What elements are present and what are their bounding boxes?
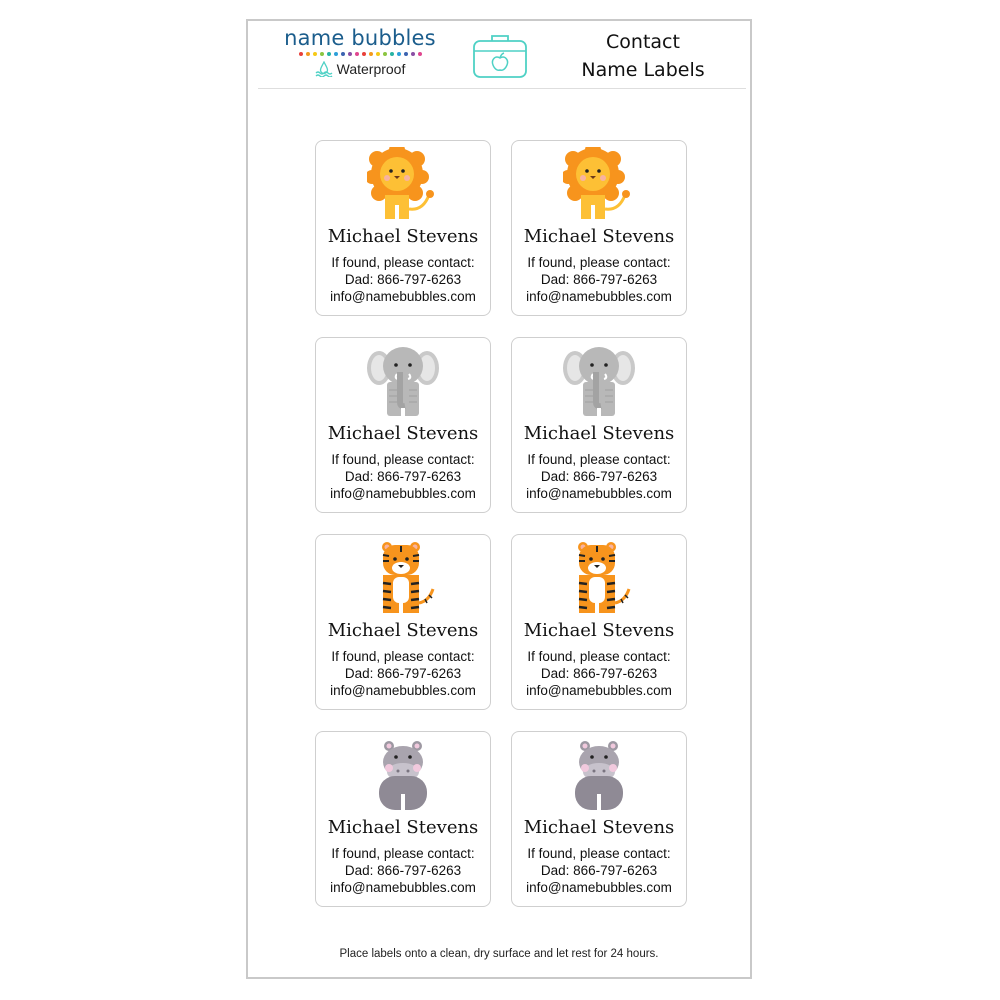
name-label bbox=[511, 337, 687, 513]
contact-prompt: If found, please contact: bbox=[527, 649, 671, 664]
animal-illustration bbox=[563, 738, 635, 812]
contact-phone: Dad: 866-797-6263 bbox=[540, 863, 658, 878]
brand-dot bbox=[411, 52, 415, 56]
animal-illustration bbox=[563, 344, 635, 418]
name-label bbox=[315, 534, 491, 710]
brand-dot bbox=[341, 52, 345, 56]
contact-phone: Dad: 866-797-6263 bbox=[540, 272, 658, 287]
name-label bbox=[511, 534, 687, 710]
brand-dots bbox=[282, 52, 438, 56]
title-line-1: Contact bbox=[606, 31, 680, 53]
elephant-icon bbox=[367, 344, 439, 418]
hippo-icon bbox=[563, 738, 635, 812]
name-label bbox=[511, 140, 687, 316]
contact-prompt: If found, please contact: bbox=[331, 846, 475, 861]
brand-dot bbox=[327, 52, 331, 56]
hippo-icon bbox=[367, 738, 439, 812]
contact-email: info@namebubbles.com bbox=[330, 289, 476, 304]
elephant-icon bbox=[563, 344, 635, 418]
brand-dot bbox=[376, 52, 380, 56]
brand-dot bbox=[383, 52, 387, 56]
brand-dot bbox=[320, 52, 324, 56]
animal-illustration bbox=[367, 541, 439, 615]
name-label bbox=[315, 337, 491, 513]
contact-email: info@namebubbles.com bbox=[526, 289, 672, 304]
brand-dot bbox=[390, 52, 394, 56]
brand-name: name bubbles bbox=[284, 26, 436, 50]
animal-illustration bbox=[367, 738, 439, 812]
waterproof-badge bbox=[282, 61, 438, 77]
child-name: Michael Stevens bbox=[327, 620, 479, 641]
sheet-title bbox=[568, 28, 718, 84]
animal-illustration bbox=[563, 147, 635, 221]
contact-phone: Dad: 866-797-6263 bbox=[344, 469, 462, 484]
child-name: Michael Stevens bbox=[327, 817, 479, 838]
brand-dot bbox=[355, 52, 359, 56]
brand-dot bbox=[299, 52, 303, 56]
child-name: Michael Stevens bbox=[523, 620, 675, 641]
label-grid bbox=[315, 140, 687, 907]
brand-dot bbox=[362, 52, 366, 56]
water-drop-icon bbox=[315, 61, 333, 77]
tiger-icon bbox=[367, 541, 439, 615]
contact-phone: Dad: 866-797-6263 bbox=[344, 863, 462, 878]
brand-dot bbox=[418, 52, 422, 56]
contact-prompt: If found, please contact: bbox=[331, 255, 475, 270]
label-sheet bbox=[246, 19, 752, 979]
lion-icon bbox=[563, 147, 635, 221]
child-name: Michael Stevens bbox=[327, 226, 479, 247]
lunchbox-icon bbox=[472, 33, 528, 79]
animal-illustration bbox=[367, 147, 439, 221]
child-name: Michael Stevens bbox=[523, 226, 675, 247]
child-name: Michael Stevens bbox=[523, 423, 675, 444]
name-label bbox=[315, 140, 491, 316]
waterproof-text: Waterproof bbox=[336, 61, 406, 77]
brand-dot bbox=[334, 52, 338, 56]
contact-phone: Dad: 866-797-6263 bbox=[540, 666, 658, 681]
contact-prompt: If found, please contact: bbox=[331, 452, 475, 467]
brand-dot bbox=[306, 52, 310, 56]
animal-illustration bbox=[367, 344, 439, 418]
contact-prompt: If found, please contact: bbox=[527, 452, 671, 467]
contact-email: info@namebubbles.com bbox=[526, 683, 672, 698]
contact-prompt: If found, please contact: bbox=[331, 649, 475, 664]
footer-instructions: Place labels onto a clean, dry surface and let rest for 24 hours. bbox=[339, 948, 659, 960]
contact-phone: Dad: 866-797-6263 bbox=[344, 272, 462, 287]
contact-email: info@namebubbles.com bbox=[526, 880, 672, 895]
brand-dot bbox=[404, 52, 408, 56]
title-line-2: Name Labels bbox=[581, 59, 705, 81]
brand-dot bbox=[348, 52, 352, 56]
animal-illustration bbox=[563, 541, 635, 615]
brand-dot bbox=[313, 52, 317, 56]
lion-icon bbox=[367, 147, 439, 221]
brand-dot bbox=[397, 52, 401, 56]
contact-prompt: If found, please contact: bbox=[527, 255, 671, 270]
contact-email: info@namebubbles.com bbox=[526, 486, 672, 501]
tiger-icon bbox=[563, 541, 635, 615]
brand-dot bbox=[369, 52, 373, 56]
header-divider bbox=[258, 88, 746, 89]
contact-prompt: If found, please contact: bbox=[527, 846, 671, 861]
brand-logo bbox=[282, 25, 438, 77]
contact-phone: Dad: 866-797-6263 bbox=[540, 469, 658, 484]
contact-email: info@namebubbles.com bbox=[330, 880, 476, 895]
child-name: Michael Stevens bbox=[327, 423, 479, 444]
contact-email: info@namebubbles.com bbox=[330, 486, 476, 501]
child-name: Michael Stevens bbox=[523, 817, 675, 838]
name-label bbox=[315, 731, 491, 907]
contact-email: info@namebubbles.com bbox=[330, 683, 476, 698]
contact-phone: Dad: 866-797-6263 bbox=[344, 666, 462, 681]
name-label bbox=[511, 731, 687, 907]
